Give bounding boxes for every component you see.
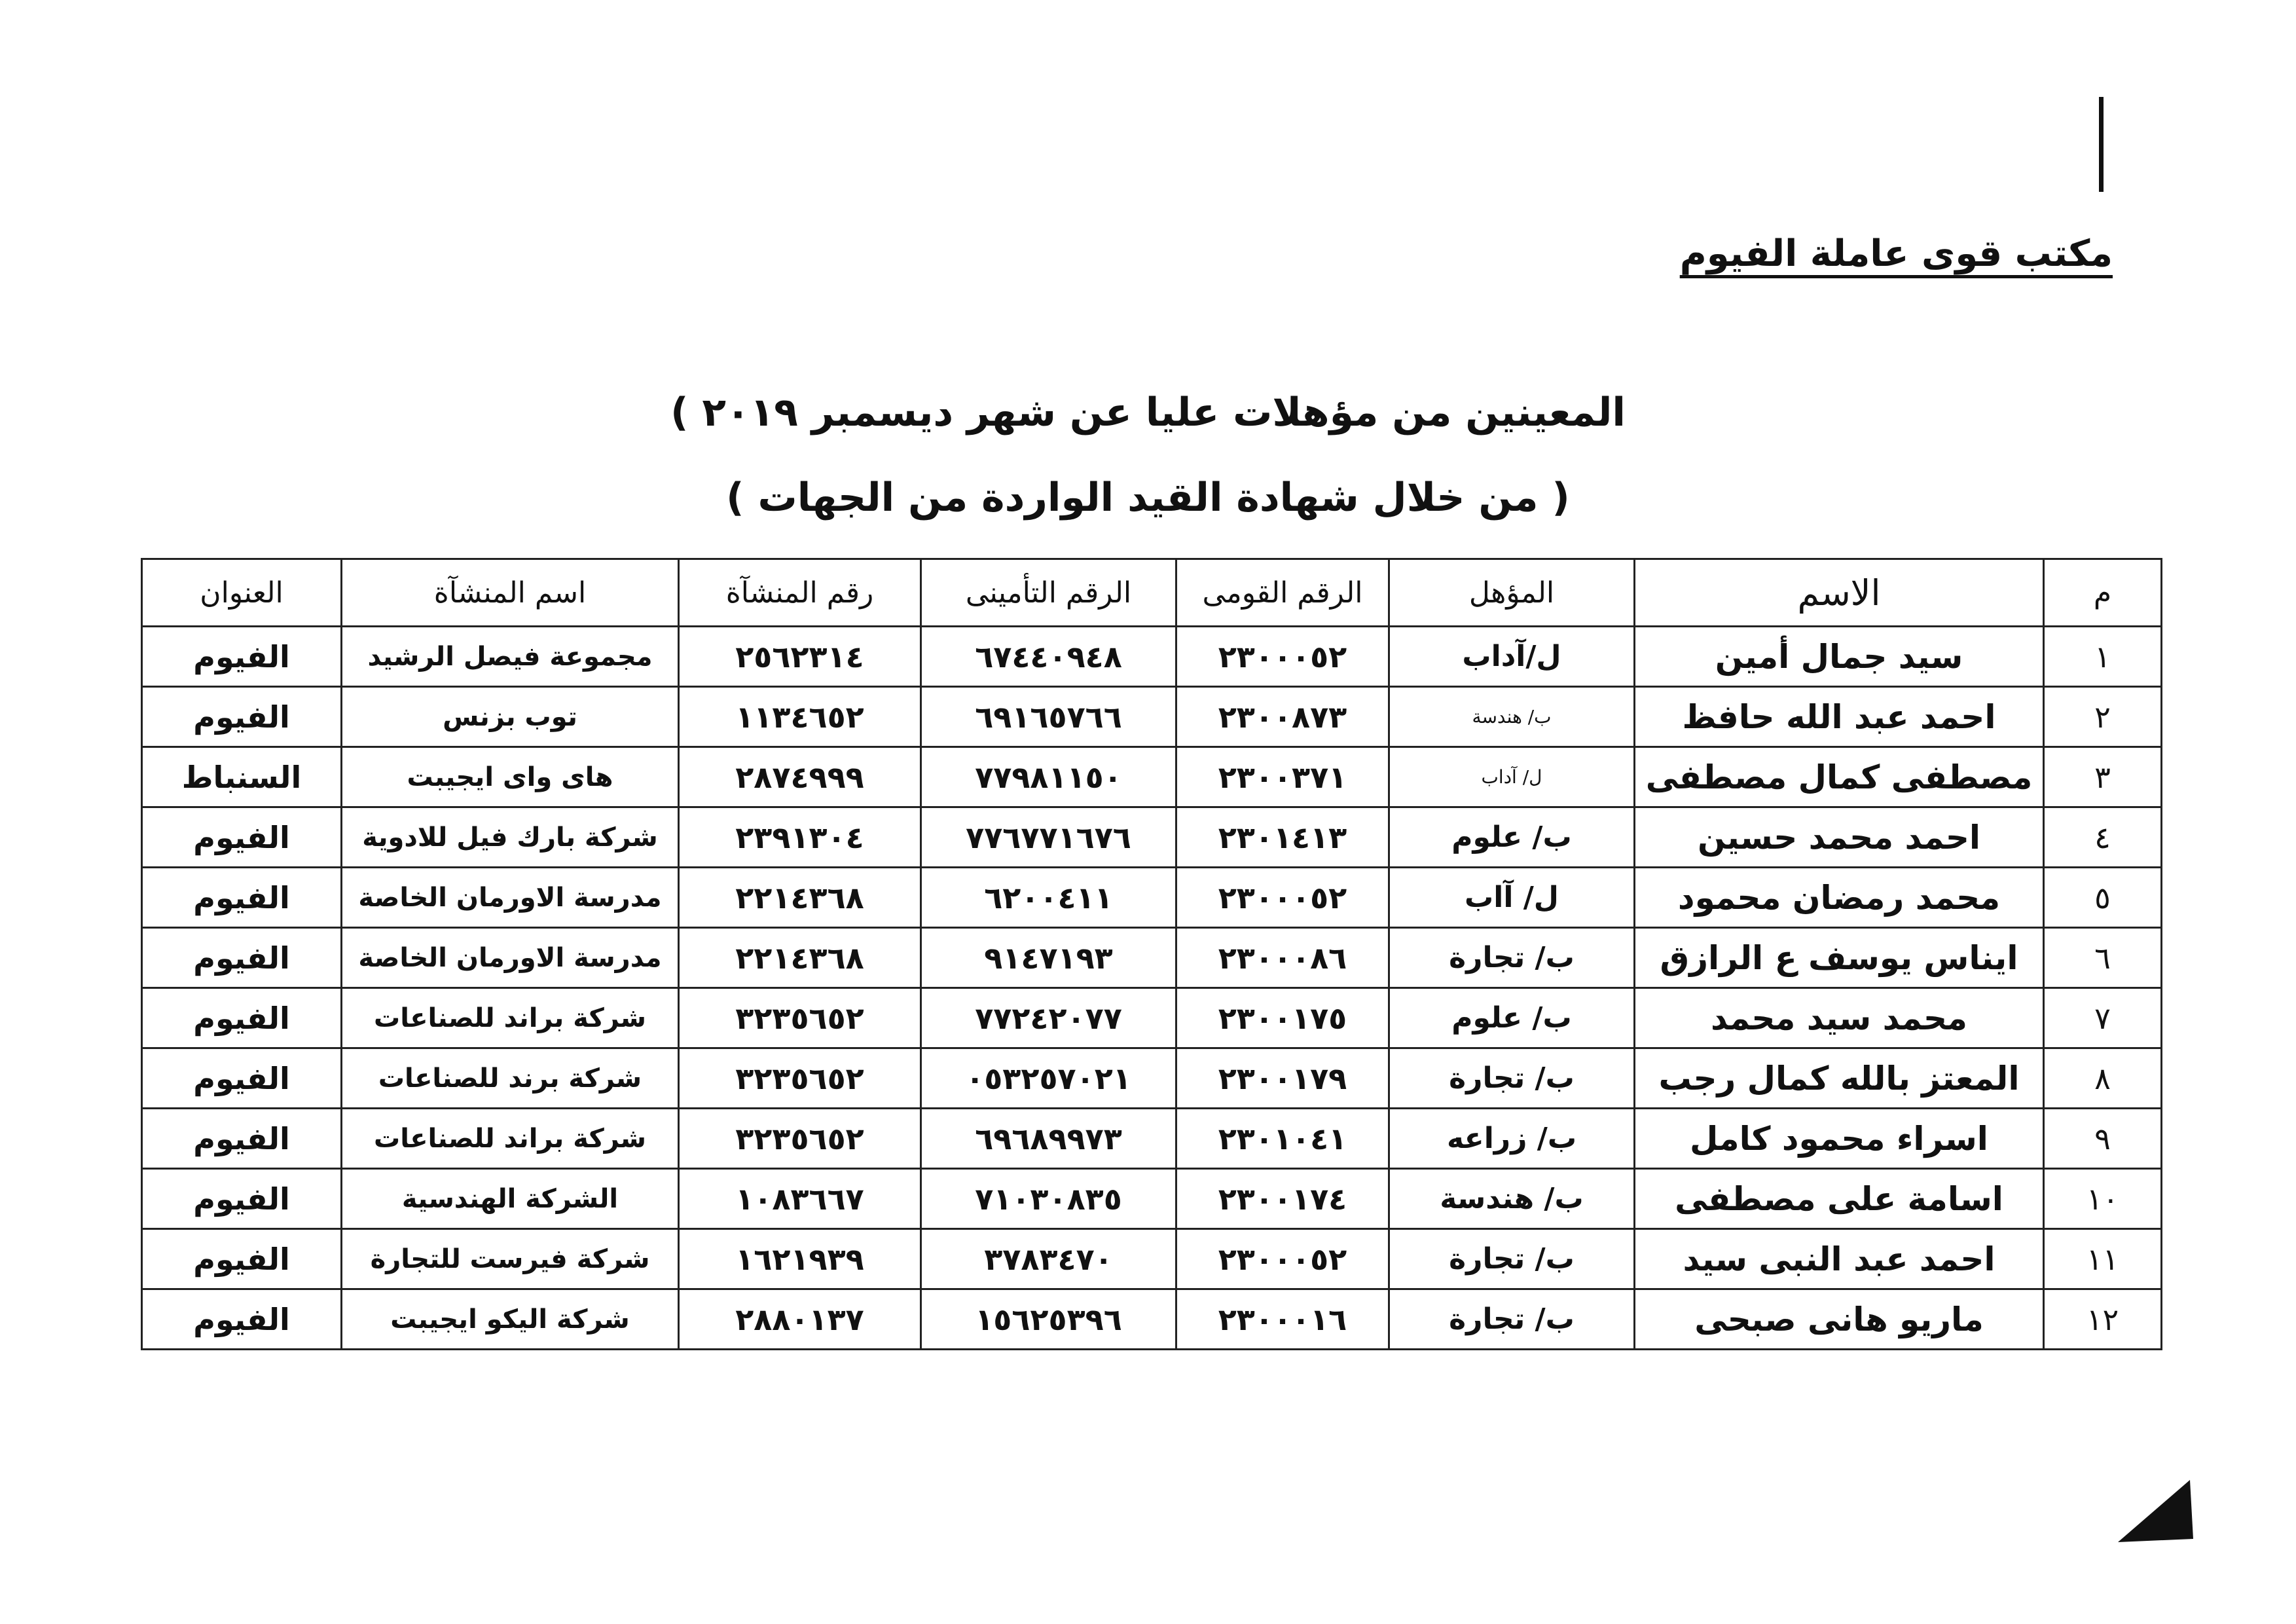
cell-national-id: ٢٣٠٠١٧٤ bbox=[1176, 1169, 1389, 1229]
cell-index: ٥ bbox=[2044, 868, 2162, 928]
cell-establishment-no: ٣٢٣٥٦٥٢ bbox=[679, 1048, 921, 1109]
cell-name: مصطفى كمال مصطفى bbox=[1635, 747, 2044, 807]
table-row bbox=[142, 1169, 2162, 1229]
table-row bbox=[142, 1289, 2162, 1350]
cell-name: المعتز بالله كمال رجب bbox=[1635, 1048, 2044, 1109]
cell-national-id: ٢٣٠٠٨٧٣ bbox=[1176, 687, 1389, 747]
cell-index: ١٠ bbox=[2044, 1169, 2162, 1229]
cell-qualification: ب/ تجارة bbox=[1389, 1229, 1635, 1289]
cell-insurance-no: ٧١٠٣٠٨٣٥ bbox=[921, 1169, 1176, 1229]
cell-national-id: ٢٣٠٠٣٧١ bbox=[1176, 747, 1389, 807]
table-row bbox=[142, 988, 2162, 1048]
table-row bbox=[142, 1229, 2162, 1289]
table-row bbox=[142, 1109, 2162, 1169]
cell-qualification: ب/ علوم bbox=[1389, 988, 1635, 1048]
cell-establishment-no: ٢٨٨٠١٣٧ bbox=[679, 1289, 921, 1350]
cell-address: الفيوم bbox=[142, 1289, 342, 1350]
cell-insurance-no: ٧٧٦٧٧١٦٧٦ bbox=[921, 807, 1176, 868]
cell-index: ٨ bbox=[2044, 1048, 2162, 1109]
cell-insurance-no: ١٥٦٢٥٣٩٦ bbox=[921, 1289, 1176, 1350]
cell-address: الفيوم bbox=[142, 928, 342, 988]
cell-establishment-name: مدرسة الاورمان الخاصة bbox=[342, 868, 679, 928]
header-qualification: المؤهل bbox=[1389, 559, 1635, 627]
cell-name: احمد عبد الله حافظ bbox=[1635, 687, 2044, 747]
cell-name: احمد عبد النبى سيد bbox=[1635, 1229, 2044, 1289]
header-establishment-no: رقم المنشآة bbox=[679, 559, 921, 627]
cell-establishment-name: شركة بارك فيل للادوية bbox=[342, 807, 679, 868]
cell-establishment-name: توب بزنس bbox=[342, 687, 679, 747]
cell-insurance-no: ٦٧٤٤٠٩٤٨ bbox=[921, 627, 1176, 687]
cell-name: ماريو هانى صبحى bbox=[1635, 1289, 2044, 1350]
cell-address: الفيوم bbox=[142, 1109, 342, 1169]
cell-establishment-no: ٣٢٣٥٦٥٢ bbox=[679, 988, 921, 1048]
cell-establishment-no: ٢٢١٤٣٦٨ bbox=[679, 868, 921, 928]
pen-stroke-mark bbox=[2099, 97, 2104, 192]
table-row bbox=[142, 747, 2162, 807]
cell-qualification: ل/آداب bbox=[1389, 627, 1635, 687]
cell-establishment-no: ١١٣٤٦٥٢ bbox=[679, 687, 921, 747]
cell-establishment-name: مجموعة فيصل الرشيد bbox=[342, 627, 679, 687]
cell-index: ٢ bbox=[2044, 687, 2162, 747]
cell-name: محمد سيد محمد bbox=[1635, 988, 2044, 1048]
cell-address: الفيوم bbox=[142, 1169, 342, 1229]
cell-name: اسامة على مصطفى bbox=[1635, 1169, 2044, 1229]
cell-national-id: ٢٣٠٠١٧٥ bbox=[1176, 988, 1389, 1048]
cell-insurance-no: ٧٧٢٤٢٠٧٧ bbox=[921, 988, 1176, 1048]
table-row bbox=[142, 687, 2162, 747]
cell-establishment-no: ٢٥٦٢٣١٤ bbox=[679, 627, 921, 687]
cell-establishment-name: شركة اليكو ايجيبت bbox=[342, 1289, 679, 1350]
cell-address: الفيوم bbox=[142, 807, 342, 868]
cell-establishment-name: شركة براند للصناعات bbox=[342, 1109, 679, 1169]
employees-table bbox=[141, 558, 2162, 1350]
cell-establishment-no: ١٠٨٣٦٦٧ bbox=[679, 1169, 921, 1229]
cell-national-id: ٢٣٠١٤١٣ bbox=[1176, 807, 1389, 868]
cell-establishment-no: ٢٨٧٤٩٩٩ bbox=[679, 747, 921, 807]
cell-insurance-no: ٦٩١٦٥٧٦٦ bbox=[921, 687, 1176, 747]
cell-national-id: ٢٣٠٠٠٥٢ bbox=[1176, 868, 1389, 928]
cell-insurance-no: ٠٥٣٢٥٧٠٢١ bbox=[921, 1048, 1176, 1109]
cell-index: ٦ bbox=[2044, 928, 2162, 988]
cell-insurance-no: ٩١٤٧١٩٣ bbox=[921, 928, 1176, 988]
cell-establishment-name: شركة برند للصناعات bbox=[342, 1048, 679, 1109]
cell-qualification: ب/ علوم bbox=[1389, 807, 1635, 868]
corner-fold-shape bbox=[2111, 1467, 2196, 1545]
cell-establishment-no: ٣٢٣٥٦٥٢ bbox=[679, 1109, 921, 1169]
office-title: مكتب قوى عاملة الفيوم bbox=[1679, 232, 2113, 275]
cell-establishment-no: ٢٢١٤٣٦٨ bbox=[679, 928, 921, 988]
cell-establishment-no: ١٦٢١٩٣٩ bbox=[679, 1229, 921, 1289]
cell-qualification: ب/ تجارة bbox=[1389, 1048, 1635, 1109]
cell-address: الفيوم bbox=[142, 687, 342, 747]
report-title: المعينين من مؤهلات عليا عن شهر ديسمبر ٢٠١٩ ) bbox=[670, 390, 1626, 435]
cell-qualification: ل/ آاب bbox=[1389, 868, 1635, 928]
cell-name: ايناس يوسف ع الرازق bbox=[1635, 928, 2044, 988]
table-row bbox=[142, 627, 2162, 687]
cell-establishment-name: شركة فيرست للتجارة bbox=[342, 1229, 679, 1289]
cell-qualification: ب/ تجارة bbox=[1389, 1289, 1635, 1350]
header-insurance-no: الرقم التأمينى bbox=[921, 559, 1176, 627]
cell-index: ١٢ bbox=[2044, 1289, 2162, 1350]
table-row bbox=[142, 868, 2162, 928]
cell-qualification: ب/ هندسة bbox=[1389, 687, 1635, 747]
table-header-row bbox=[142, 559, 2162, 627]
header-establishment-name: اسم المنشآة bbox=[342, 559, 679, 627]
cell-address: الفيوم bbox=[142, 627, 342, 687]
cell-index: ٩ bbox=[2044, 1109, 2162, 1169]
cell-address: الفيوم bbox=[142, 868, 342, 928]
cell-index: ٣ bbox=[2044, 747, 2162, 807]
cell-national-id: ٢٣٠٠٠٥٢ bbox=[1176, 1229, 1389, 1289]
header-national-id: الرقم القومى bbox=[1176, 559, 1389, 627]
table-row bbox=[142, 928, 2162, 988]
cell-establishment-name: الشركة الهندسية bbox=[342, 1169, 679, 1229]
cell-index: ٧ bbox=[2044, 988, 2162, 1048]
cell-establishment-name: شركة براند للصناعات bbox=[342, 988, 679, 1048]
cell-insurance-no: ٦٢٠٠٤١١ bbox=[921, 868, 1176, 928]
cell-index: ١ bbox=[2044, 627, 2162, 687]
cell-qualification: ل/ آداب bbox=[1389, 747, 1635, 807]
cell-establishment-name: مدرسة الاورمان الخاصة bbox=[342, 928, 679, 988]
cell-qualification: ب/ زراعه bbox=[1389, 1109, 1635, 1169]
cell-national-id: ٢٣٠٠٠٥٢ bbox=[1176, 627, 1389, 687]
cell-insurance-no: ٣٧٨٣٤٧٠ bbox=[921, 1229, 1176, 1289]
header-index: م bbox=[2044, 559, 2162, 627]
table-row bbox=[142, 1048, 2162, 1109]
cell-establishment-no: ٢٣٩١٣٠٤ bbox=[679, 807, 921, 868]
header-address: العنوان bbox=[142, 559, 342, 627]
cell-name: محمد رمضان محمود bbox=[1635, 868, 2044, 928]
cell-name: اسراء محمود كامل bbox=[1635, 1109, 2044, 1169]
cell-establishment-name: هاى واى ايجيبت bbox=[342, 747, 679, 807]
cell-index: ٤ bbox=[2044, 807, 2162, 868]
report-subtitle: ( من خلال شهادة القيد الواردة من الجهات ) bbox=[726, 475, 1570, 521]
cell-national-id: ٢٣٠١٠٤١ bbox=[1176, 1109, 1389, 1169]
cell-qualification: ب/ هندسة bbox=[1389, 1169, 1635, 1229]
cell-address: الفيوم bbox=[142, 1229, 342, 1289]
cell-address: السنباط bbox=[142, 747, 342, 807]
cell-insurance-no: ٦٩٦٨٩٩٧٣ bbox=[921, 1109, 1176, 1169]
cell-qualification: ب/ تجارة bbox=[1389, 928, 1635, 988]
cell-national-id: ٢٣٠٠٠١٦ bbox=[1176, 1289, 1389, 1350]
cell-national-id: ٢٣٠٠١٧٩ bbox=[1176, 1048, 1389, 1109]
cell-insurance-no: ٧٧٩٨١١٥٠ bbox=[921, 747, 1176, 807]
cell-index: ١١ bbox=[2044, 1229, 2162, 1289]
table-row bbox=[142, 807, 2162, 868]
header-name: الاسم bbox=[1635, 559, 2044, 627]
cell-address: الفيوم bbox=[142, 988, 342, 1048]
cell-name: احمد محمد حسين bbox=[1635, 807, 2044, 868]
cell-address: الفيوم bbox=[142, 1048, 342, 1109]
cell-national-id: ٢٣٠٠٠٨٦ bbox=[1176, 928, 1389, 988]
cell-name: سيد جمال أمين bbox=[1635, 627, 2044, 687]
